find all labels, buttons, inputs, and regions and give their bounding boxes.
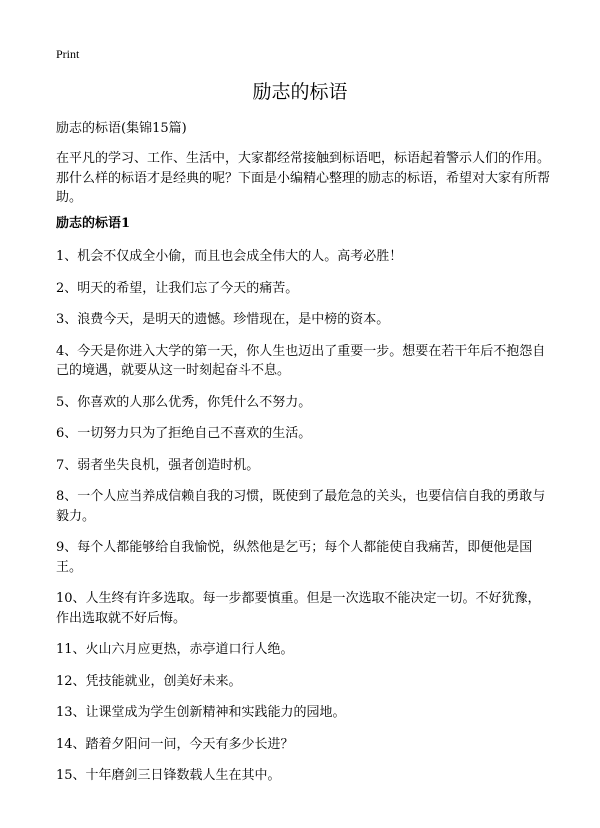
page-title: 励志的标语 xyxy=(252,81,348,103)
slogan-item: 11、火山六月应更热，赤亭道口行人绝。 xyxy=(56,642,294,657)
slogan-list xyxy=(56,247,550,798)
slogan-item: 10、人生终有许多选取。每一步都要慎重。但是一次选取不能决定一切。不好犹豫，作出选取就不好后悔。 xyxy=(56,591,541,626)
slogan-item: 2、明天的希望，让我们忘了今天的痛苦。 xyxy=(56,280,299,296)
slogan-item: 14、踏着夕阳问一问，今天有多少长进？ xyxy=(56,736,294,752)
intro-paragraph: 在平凡的学习、工作、生活中，大家都经常接触到标语吧，标语起着警示人们的作用。那什么样的标语才是经典的呢？下面是小编精心整理的励志的标语，希望对大家有所帮助。 xyxy=(56,151,551,205)
slogan-item: 4、今天是你进入大学的第一天，你人生也迈出了重要一步。想要在若干年后不抱怨自己的境遇，就要从这一时刻起奋斗不息。 xyxy=(56,343,546,378)
slogan-item: 7、弱者坐失良机，强者创造时机。 xyxy=(56,457,260,473)
slogan-item: 5、你喜欢的人那么优秀，你凭什么不努力。 xyxy=(56,394,312,410)
slogan-item: 13、让课堂成为学生创新精神和实践能力的园地。 xyxy=(56,705,346,720)
slogan-item: 12、凭技能就业，创美好未来。 xyxy=(56,673,242,689)
section-heading: 励志的标语1 xyxy=(56,216,131,231)
slogan-item: 15、十年磨剑三日锋数载人生在其中。 xyxy=(56,768,281,783)
slogan-item: 8、一个人应当养成信赖自我的习惯，既使到了最危急的关头，也要信信自我的勇敢与毅力。 xyxy=(56,489,546,524)
slogan-item: 1、机会不仅成全小偷，而且也会成全伟大的人。高考必胜！ xyxy=(56,249,403,264)
slogan-item: 9、每个人都能够给自我愉悦，纵然他是乞丐；每个人都能使自我痛苦，即便他是国王。 xyxy=(56,540,533,575)
slogan-item: 3、浪费今天，是明天的遗憾。珍惜现在，是中榜的资本。 xyxy=(56,312,390,327)
print-link[interactable]: Print xyxy=(56,47,80,61)
slogan-item: 6、一切努力只为了拒绝自己不喜欢的生活。 xyxy=(56,426,312,441)
document-subtitle: 励志的标语(集锦15篇) xyxy=(56,121,187,136)
